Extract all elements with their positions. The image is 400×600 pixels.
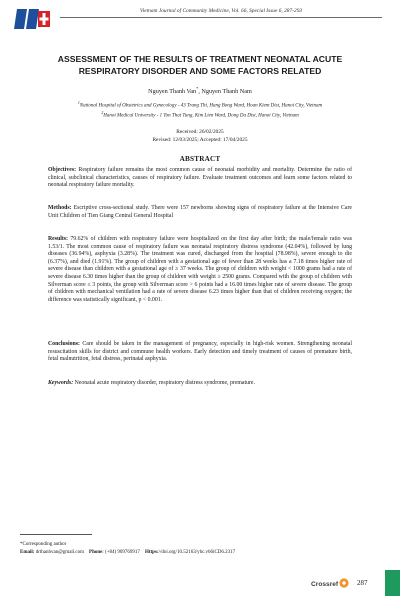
page-number: 287 bbox=[357, 579, 368, 587]
affiliation-2: $^2$Hanoi Medical University - 1 Ton That Tung, Kim Lien Ward, Dong Da Dist, Hanoi City, Vietnam bbox=[101, 111, 299, 119]
author-name: Nguyen Thanh Van bbox=[148, 88, 197, 96]
corresponding-mark: * bbox=[196, 86, 199, 91]
author-separator: , bbox=[198, 88, 202, 96]
contact-line: Email: drthanhvan@gmail.com Phone: (+84) 909769917 Https://doi.org/10.52163/yhc.v66iCD6.2317 bbox=[20, 549, 236, 555]
article-dates bbox=[0, 128, 400, 144]
page-tab bbox=[385, 570, 400, 596]
section-text: Respiratory failure remains the most common cause of neonatal morbidity and mortality. Determine the ratio of clinical, subclinical characteristics, causes of respiratory failure. Evaluate treatment outcomes and learn some factors related to neonatal respiratory failure mortality. bbox=[48, 167, 353, 189]
affiliations bbox=[20, 100, 380, 120]
section-label: Conclusions: bbox=[48, 341, 80, 347]
journal-header: Vietnam Journal of Community Medicine, Vol. 66, Special Issue 6, 287-293 bbox=[139, 8, 303, 14]
abstract-results bbox=[48, 236, 352, 304]
author-list bbox=[0, 86, 400, 95]
author-name: Nguyen Thanh Nam bbox=[201, 88, 252, 96]
keywords-text: Neonatal acute respiratory disorder, respiratory distress syndrome, premature. bbox=[74, 380, 255, 386]
crossref-label: Crossref bbox=[311, 581, 339, 588]
keywords-label: Keywords: bbox=[48, 380, 74, 386]
section-label: Results: bbox=[48, 236, 68, 242]
abstract-methods bbox=[48, 205, 352, 220]
abstract-conclusions bbox=[48, 341, 352, 364]
phone-number: : (+84) 909769917 bbox=[102, 549, 140, 555]
email-address[interactable]: drthanhvan@gmail.com bbox=[35, 549, 85, 555]
corresponding-author-note: *Corresponding author bbox=[20, 542, 67, 547]
paper-title bbox=[30, 53, 370, 77]
received-date: Received: 26/02/2025 bbox=[176, 129, 224, 135]
abstract-heading: ABSTRACT bbox=[179, 155, 221, 163]
footnote bbox=[20, 541, 235, 556]
section-text: 79.62% of children with respiratory failure were hospitalized on the first day after birth; the male/female ratio was 1.53/1. The most common cause of respiratory failure was neonatal respiratory distress syndrome (42.04%), followed by lung diseases (36.94%), asphyxia (3.28%). The treatment was cured, discharged from the hospital (78.98%), severe enough to die (6.37%), and died (1.91%). The group of children with a gestational age of fewer than 28 weeks has a 7.18 times higher rate of severe disease than children with a gestational age of ≥ 37 weeks. The group of children with weight < 1000 grams had a rate of severe disease 6.30 times higher than the group of children with weight ≥ 2500 grams. Compared with the group of children with Silverman score ≤ 3 points, the group with Silverman score > 6 points had a 16.00 times higher rate of severe disease. The group of children with mechanical ventilation had a rate of severe disease 6.23 times higher than that of children receiving oxygen; the difference was statistically significant, p < 0.001. bbox=[48, 236, 352, 303]
abstract-objectives bbox=[48, 167, 352, 190]
section-label: Objectives: bbox=[48, 167, 77, 173]
footnote-rule bbox=[20, 534, 92, 535]
journal-logo bbox=[14, 6, 52, 32]
section-label: Methods: bbox=[48, 205, 72, 211]
crossref-badge[interactable] bbox=[311, 577, 351, 589]
abstract-keywords bbox=[48, 380, 352, 388]
affiliation-1: $^1$National Hospital of Obstetrics and Gynecology - 43 Trang Thi, Hang Bong Ward, Hoan Kiem Dist, Hanoi City, Vietnam bbox=[77, 101, 323, 109]
doi-link[interactable]: //doi.org/10.52163/yhc.v66iCD6.2317 bbox=[158, 549, 236, 555]
title-line-2: RESPIRATORY DISORDER AND SOME FACTORS RELATED bbox=[78, 66, 322, 76]
section-text: Care should be taken in the management of pregnancy, especially in high-risk women. Strengthening neonatal resuscitation skills for district and commune health workers. Early detection and timely treatment of causes of premature birth, fetal malnutrition, fetal distress, perinatal asphyxia. bbox=[48, 341, 352, 363]
title-line-1: ASSESSMENT OF THE RESULTS OF TREATMENT NEONATAL ACUTE bbox=[57, 54, 343, 64]
header-rule bbox=[60, 17, 382, 18]
revised-accepted-date: Revised: 12/03/2025; Accepted: 17/04/2025 bbox=[152, 137, 248, 143]
section-text: Escriptive cross-sectional study. There were 157 newborns showing signs of respiratory failure at the Intensive Care Unit Children of Tien Giang Central General Hospital bbox=[48, 205, 352, 219]
